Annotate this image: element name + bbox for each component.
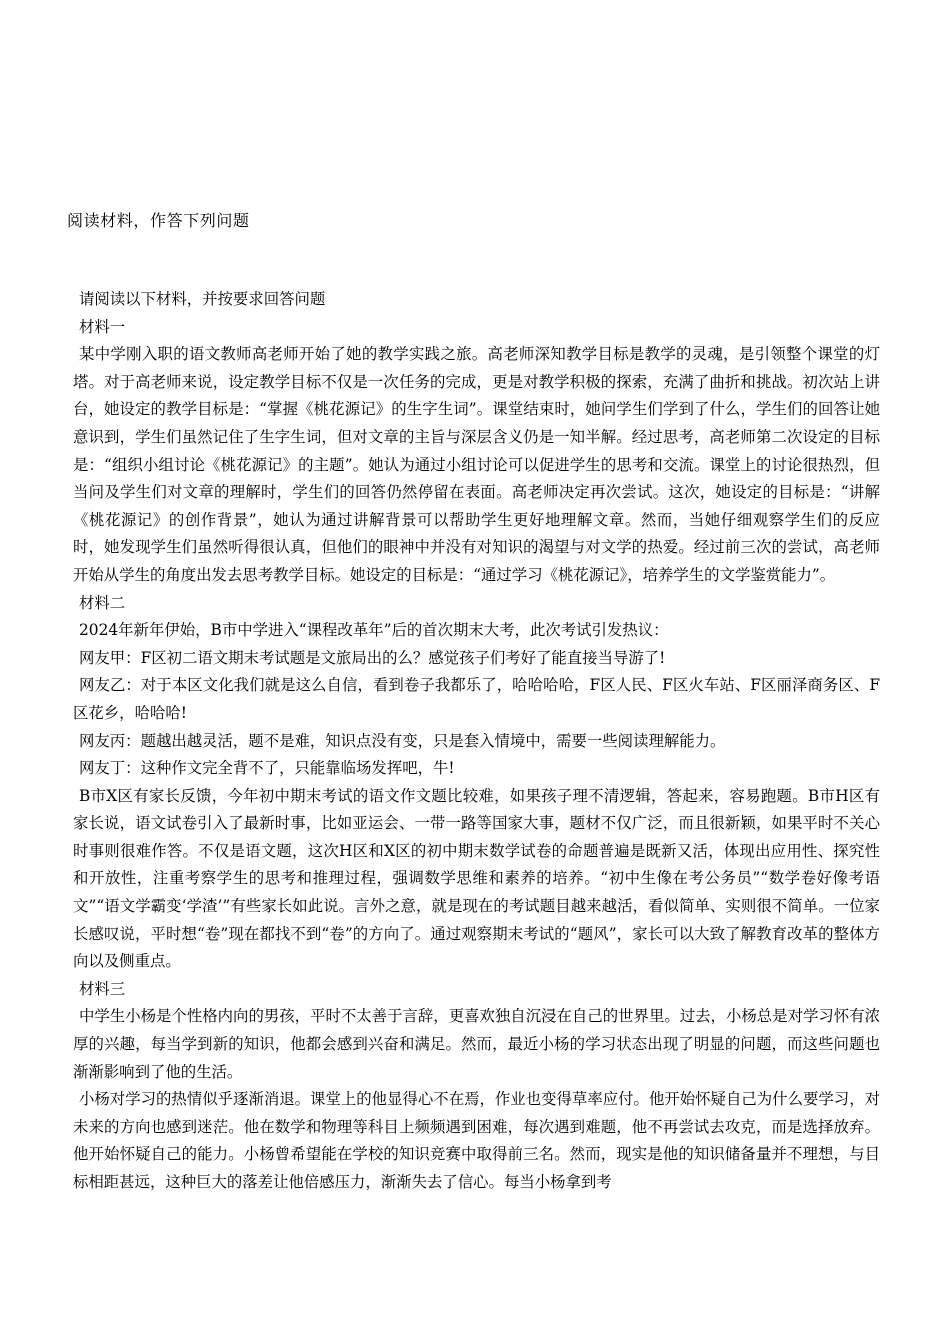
- material-3-paragraph-1: 中学生小杨是个性格内向的男孩，平时不太善于言辞，更喜欢独自沉浸在自己的世界里。过去，小杨总是对学习怀有浓厚的兴趣，每当学到新的知识，他都会感到兴奋和满足。然而，最近小杨的学习状态出现了明显的问题，而这些问题也渐渐影响到了他的生活。: [73, 1007, 880, 1081]
- netizen-comment-c: 网友丙：题越出越灵活，题不是难，知识点没有变，只是套入情境中，需要一些阅读理解能力。: [79, 731, 726, 750]
- material-3-paragraph-2: 小杨对学习的热情似乎逐渐消退。课堂上的他显得心不在焉，作业也变得草率应付。他开始怀疑自己为什么要学习，对未来的方向也感到迷茫。他在数学和物理等科目上频频遇到困难，每次遇到难题，他不再尝试去攻克，而是选择放弃。他开始怀疑自己的能力。小杨曾希望能在学校的知识竞赛中取得前三名。然而，现实是他的知识储备量并不理想，与目标相距甚远，这种巨大的落差让他倍感压力，渐渐失去了信心。每当小杨拿到考: [73, 1090, 880, 1191]
- section-label-material-3: 材料三: [79, 979, 126, 998]
- question-heading: 阅读材料，作答下列问题: [67, 211, 250, 230]
- section-label-material-2: 材料二: [79, 593, 126, 612]
- netizen-comment-d: 网友丁：这种作文完全背不了，只能靠临场发挥吧，牛!: [79, 759, 455, 778]
- section-label-material-1: 材料一: [79, 317, 126, 336]
- material-2-intro: 2024年新年伊始，B市中学进入“课程改革年”后的首次期末大考，此次考试引发热议：: [79, 621, 669, 640]
- netizen-comment-b: 网友乙：对于本区文化我们就是这么自信，看到卷子我都乐了，哈哈哈哈，F区人民、F区火车站、F区丽泽商务区、F区花乡，哈哈哈!: [73, 676, 880, 722]
- material-2-paragraph: B市X区有家长反馈，今年初中期末考试的语文作文题比较难，如果孩子理不清逻辑，答起来，容易跑题。B市H区有家长说，语文试卷引入了最新时事，比如亚运会、一带一路等国家大事，题材不仅广泛，而且很新颖，如果平时不关心时事则很难作答。不仅是语文题，这次H区和X区的初中期末数学试卷的命题普遍是既新又活，体现出应用性、探究性和开放性，注重考察学生的思考和推理过程，强调数学思维和素养的培养。“初中生像在考公务员”“数学卷好像考语文”“语文学霸变‘学渣’”有些家长如此说。言外之意，就是现在的考试题目越来越活，看似简单、实则很不简单。一位家长感叹说，平时想“卷”现在都找不到“卷”的方向了。通过观察期末考试的“题风”，家长可以大致了解教育改革的整体方向以及侧重点。: [73, 786, 880, 971]
- material-1-paragraph: 某中学刚入职的语文教师高老师开始了她的教学实践之旅。高老师深知教学目标是教学的灵魂，是引领整个课堂的灯塔。对于高老师来说，设定教学目标不仅是一次任务的完成，更是对教学积极的探索，充满了曲折和挑战。初次站上讲台，她设定的教学目标是：“掌握《桃花源记》的生字生词”。课堂结束时，她问学生们学到了什么，学生们的回答让她意识到，学生们虽然记住了生字生词，但对文章的主旨与深层含义仍是一知半解。经过思考，高老师第二次设定的目标是：“组织小组讨论《桃花源记》的主题”。她认为通过小组讨论可以促进学生的思考和交流。课堂上的讨论很热烈，但当问及学生们对文章的理解时，学生们的回答仍然停留在表面。高老师决定再次尝试。这次，她设定的目标是：“讲解《桃花源记》的创作背景”，她认为通过讲解背景可以帮助学生更好地理解文章。然而，当她仔细观察学生们的反应时，她发现学生们虽然听得很认真，但他们的眼神中并没有对知识的渴望与对文学的热爱。经过前三次的尝试，高老师开始从学生的角度出发去思考教学目标。她设定的目标是：“通过学习《桃花源记》，培养学生的文学鉴赏能力”。: [73, 345, 880, 584]
- netizen-comment-a: 网友甲：F区初二语文期末考试题是文旅局出的么？感觉孩子们考好了能直接当导游了!: [79, 648, 666, 667]
- reading-material: [73, 286, 880, 1197]
- instruction-line: 请阅读以下材料，并按要求回答问题: [79, 290, 326, 308]
